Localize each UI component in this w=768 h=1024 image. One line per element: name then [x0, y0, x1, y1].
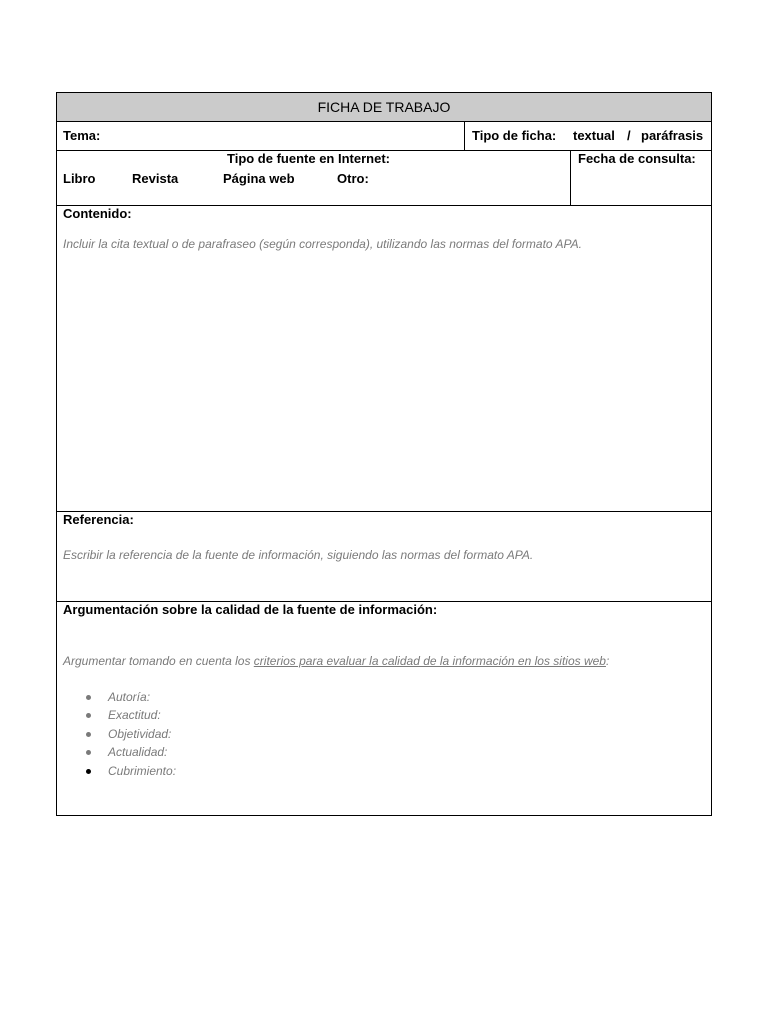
argumentacion-hint-suffix: : [605, 654, 610, 668]
tema-row [57, 122, 711, 151]
criteria-item-actualidad [85, 743, 176, 761]
fuente-row [57, 151, 711, 206]
tipo-ficha-separator: / [627, 128, 631, 143]
fuente-option-libro[interactable]: Libro [63, 171, 96, 186]
criteria-list [85, 688, 176, 780]
referencia-section[interactable] [57, 512, 711, 602]
tipo-ficha-cell [464, 122, 711, 150]
bullet-icon [86, 732, 91, 737]
criteria-item-objetividad [85, 725, 176, 743]
argumentacion-section[interactable] [57, 602, 711, 815]
bullet-icon [86, 695, 91, 700]
contenido-hint: Incluir la cita textual o de parafraseo (según corresponda), utilizando las normas del formato APA. [63, 237, 582, 251]
argumentacion-hint [63, 653, 609, 669]
criteria-item-exactitud [85, 706, 176, 724]
criteria-label: Autoría: [108, 690, 151, 704]
tipo-ficha-label: Tipo de ficha: [472, 128, 557, 143]
tema-label: Tema: [63, 128, 101, 143]
fuente-option-otro[interactable]: Otro: [337, 171, 369, 186]
bullet-icon [86, 750, 91, 755]
form-title: FICHA DE TRABAJO [57, 93, 711, 122]
criteria-label: Actualidad: [108, 745, 168, 760]
fuente-option-revista[interactable]: Revista [132, 171, 179, 186]
contenido-section[interactable] [57, 206, 711, 512]
criterios-link[interactable]: criterios para evaluar la calidad de la información en los sitios web [253, 654, 606, 668]
fecha-cell [570, 151, 711, 205]
tipo-ficha-option-parafrasis[interactable]: paráfrasis [641, 128, 704, 143]
contenido-label: Contenido: [63, 206, 132, 221]
argumentacion-label: Argumentación sobre la calidad de la fuente de información: [63, 602, 438, 617]
fuente-heading: Tipo de fuente en Internet: [227, 151, 390, 166]
work-card-form [56, 92, 712, 816]
criteria-label: Exactitud: [108, 708, 161, 723]
tipo-ficha-option-textual[interactable]: textual [573, 128, 615, 143]
bullet-icon [86, 713, 91, 718]
referencia-hint: Escribir la referencia de la fuente de información, siguiendo las normas del formato APA. [63, 548, 534, 562]
criteria-label: Cubrimiento: [108, 763, 177, 778]
criteria-label: Objetividad: [108, 726, 172, 741]
fuente-option-pagina-web[interactable]: Página web [223, 171, 295, 186]
referencia-label: Referencia: [63, 512, 134, 527]
bullet-icon [86, 769, 91, 774]
criteria-item-cubrimiento [85, 762, 176, 780]
fecha-label: Fecha de consulta: [578, 151, 696, 166]
criteria-item-autoria [85, 688, 176, 706]
argumentacion-hint-prefix: Argumentar tomando en cuenta los [63, 654, 254, 668]
